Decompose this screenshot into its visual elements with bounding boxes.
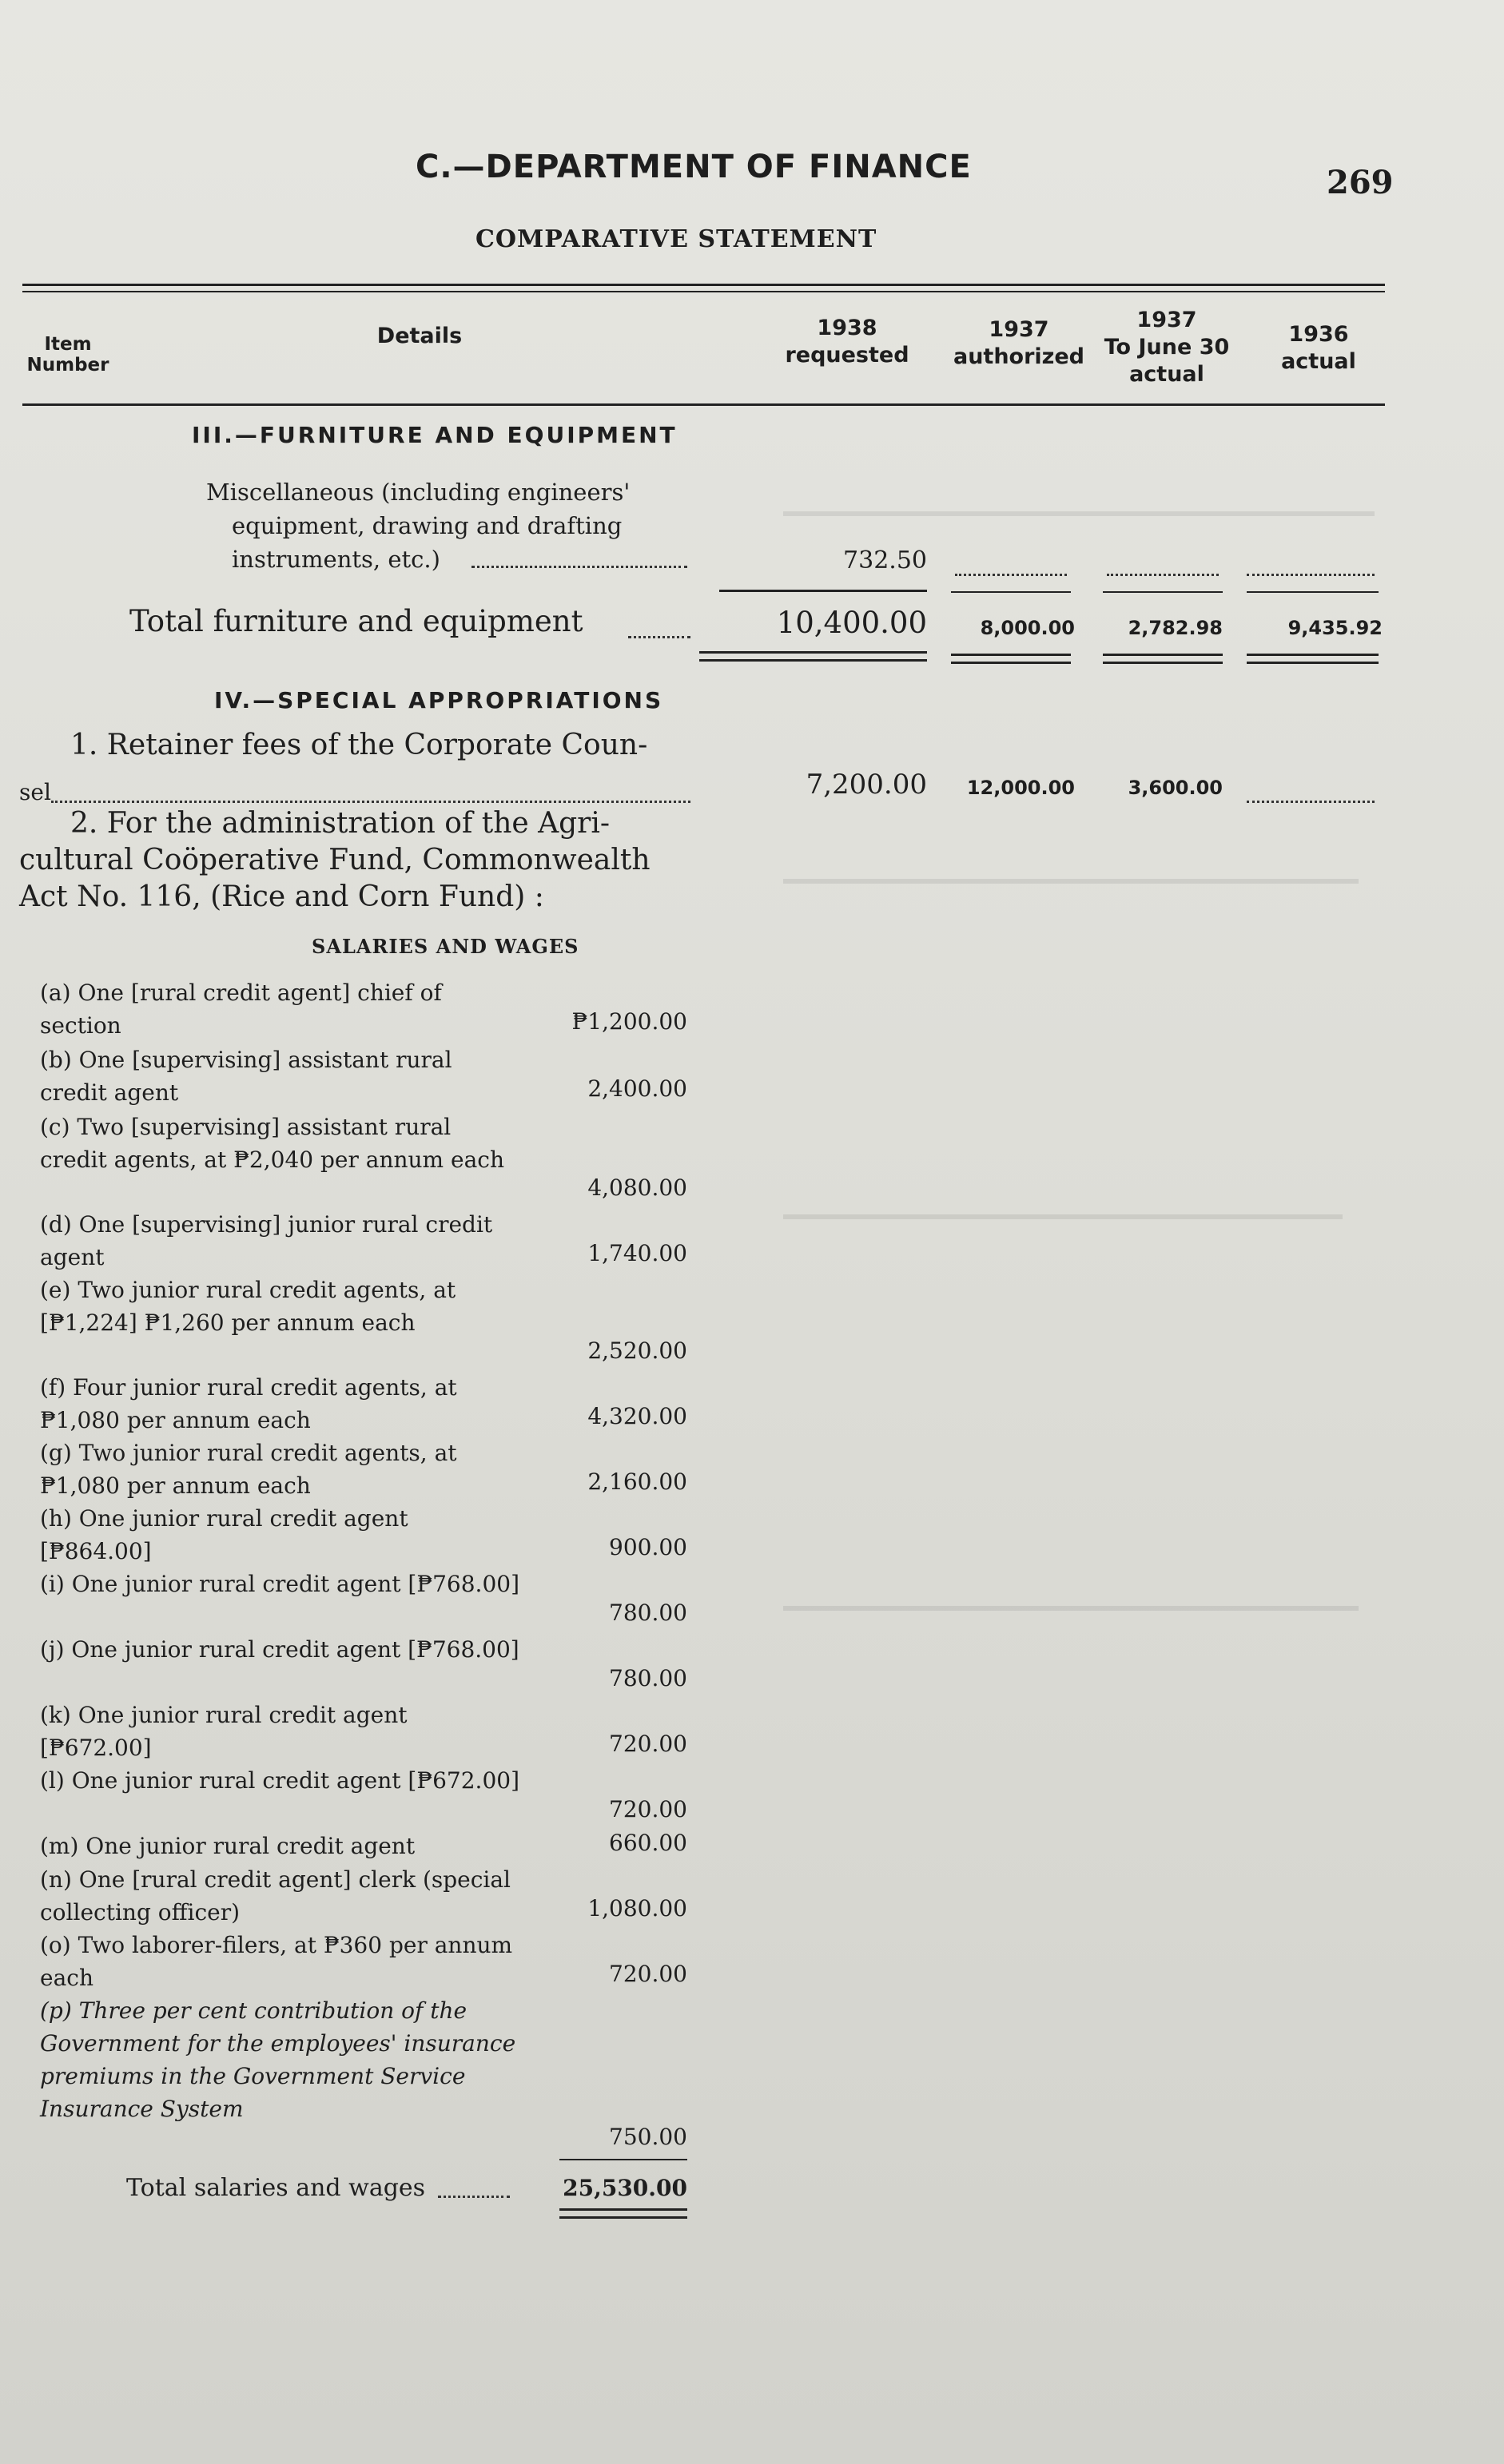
salary-amount-f: 4,320.00 [587,1403,687,1429]
salary-amount-e: 2,520.00 [587,1337,687,1364]
col-item-number [24,334,112,376]
salary-amount-d: 1,740.00 [587,1240,687,1266]
salary-item-l: (l) One junior rural credit agent [₱672.00] [40,1767,519,1794]
col-1938-year: 1938 [817,316,877,340]
dot-leader [1247,801,1375,803]
salary-amount-c: 4,080.00 [587,1174,687,1201]
salary-amount-p: 750.00 [609,2124,687,2150]
total-double-rule [951,654,1071,664]
col-1936-year: 1936 [1288,322,1349,347]
salaries-heading: SALARIES AND WAGES [312,935,579,958]
item2-line-3: Act No. 116, (Rice and Corn Fund) : [19,880,544,913]
salary-item-o: (o) Two laborer-filers, at ₱360 per annum each [40,1932,513,1991]
total-salaries-label: Total salaries and wages [126,2174,426,2202]
salary-amount-a: ₱1,200.00 [571,1008,687,1035]
section-heading-special: IV.—SPECIAL APPROPRIATIONS [214,687,664,713]
col-1937-label: authorized [953,344,1085,369]
header-rule-bottom [22,403,1385,406]
col-1937-actual [1099,307,1235,388]
col-1937-year: 1937 [989,317,1049,342]
salary-amount-k: 720.00 [609,1731,687,1757]
bleed-through [783,879,1359,884]
section-heading-furniture: III.—FURNITURE AND EQUIPMENT [192,422,678,448]
total-furniture-label: Total furniture and equipment [129,604,583,638]
dot-leader [438,2196,510,2198]
item1-line-2: sel [19,779,51,805]
subtotal-rule [719,590,927,592]
salary-item-j: (j) One junior rural credit agent [₱768.00] [40,1636,519,1663]
item1-authorized: 12,000.00 [966,777,1075,799]
header-rule-top [22,284,1385,286]
col-1937-actual-year: 1937 [1136,308,1197,332]
dot-leader [1107,574,1219,576]
item2-line-2: cultural Coöperative Fund, Commonwealth [19,844,651,876]
item1-actual-1937: 3,600.00 [1128,777,1223,799]
header-rule-top-2 [22,291,1385,292]
salary-amount-b: 2,400.00 [587,1075,687,1102]
bleed-through [783,1606,1359,1611]
col-1938-requested [767,315,927,369]
dot-leader [51,801,690,803]
subtotal-rule [951,591,1071,593]
page-number: 269 [1327,164,1394,201]
page-title: C.—DEPARTMENT OF FINANCE [416,149,972,185]
salary-item-m: (m) One junior rural credit agent [40,1833,416,1859]
salary-item-b: (b) One [supervising] assistant rural credit agent [40,1047,452,1106]
col-1937-actual-period: To June 30 [1104,335,1230,360]
salary-amount-m: 660.00 [609,1830,687,1856]
salary-amount-i: 780.00 [609,1600,687,1626]
salary-amount-o: 720.00 [609,1961,687,1987]
total-furniture-requested: 10,400.00 [776,606,927,640]
total-salaries-double-rule [559,2208,687,2219]
dot-leader [471,566,687,568]
salary-item-c: (c) Two [supervising] assistant rural credit agents, at ₱2,040 per annum each [40,1114,504,1173]
salary-item-n: (n) One [rural credit agent] clerk (special collecting officer) [40,1866,511,1925]
misc-requested: 732.50 [843,546,927,574]
salary-amount-j: 780.00 [609,1665,687,1691]
dot-leader [628,636,690,638]
item1-line-1: 1. Retainer fees of the Corporate Coun- [70,729,648,761]
misc-line-3: instruments, etc.) [232,546,440,573]
col-1937-actual-label: actual [1129,362,1204,387]
total-double-rule [699,651,927,662]
salary-item-e: (e) Two junior rural credit agents, at [₱1,224] ₱1,260 per annum each [40,1277,456,1336]
salary-item-g: (g) Two junior rural credit agents, at ₱1,080 per annum each [40,1440,457,1499]
col-1937-authorized [943,316,1095,371]
salary-subtotal-rule [559,2159,687,2160]
total-furniture-authorized: 8,000.00 [980,617,1075,639]
salary-amount-g: 2,160.00 [587,1468,687,1495]
total-furniture-actual-1937: 2,782.98 [1128,617,1223,639]
total-furniture-actual-1936: 9,435.92 [1287,617,1383,639]
salary-amount-h: 900.00 [609,1534,687,1560]
item1-requested: 7,200.00 [806,769,927,801]
salary-item-k: (k) One junior rural credit agent [₱672.00] [40,1702,408,1761]
salary-amount-l: 720.00 [609,1796,687,1822]
page-subtitle: COMPARATIVE STATEMENT [475,225,877,253]
col-1938-label: requested [785,343,909,368]
salary-item-p: (p) Three per cent contribution of the Government for the employees' insurance premiums in the Government Service Insurance System [40,1997,516,2122]
total-salaries-amount: 25,530.00 [563,2175,687,2201]
dot-leader [955,574,1067,576]
subtotal-rule [1103,591,1223,593]
salary-item-f: (f) Four junior rural credit agents, at ₱1,080 per annum each [40,1374,457,1433]
subtotal-rule [1247,591,1379,593]
misc-line-2: equipment, drawing and drafting [232,512,623,539]
salary-item-h: (h) One junior rural credit agent [₱864.00] [40,1505,408,1564]
salary-amount-n: 1,080.00 [587,1895,687,1922]
col-1936-actual [1247,321,1391,376]
bleed-through [783,1214,1343,1219]
salary-item-i: (i) One junior rural credit agent [₱768.00] [40,1571,519,1597]
col-item-number-line2: Number [26,355,109,376]
item2-line-1: 2. For the administration of the Agri- [70,807,611,840]
bleed-through [783,511,1375,516]
misc-line-1: Miscellaneous (including engineers' [206,479,631,506]
dot-leader [1247,574,1375,576]
col-1936-label: actual [1281,349,1356,374]
salary-item-a: (a) One [rural credit agent] chief of section [40,980,442,1039]
total-double-rule [1247,654,1379,664]
salary-item-d: (d) One [supervising] junior rural credit agent [40,1211,493,1270]
col-details: Details [376,324,463,348]
col-item-number-line1: Item [44,334,92,355]
total-double-rule [1103,654,1223,664]
